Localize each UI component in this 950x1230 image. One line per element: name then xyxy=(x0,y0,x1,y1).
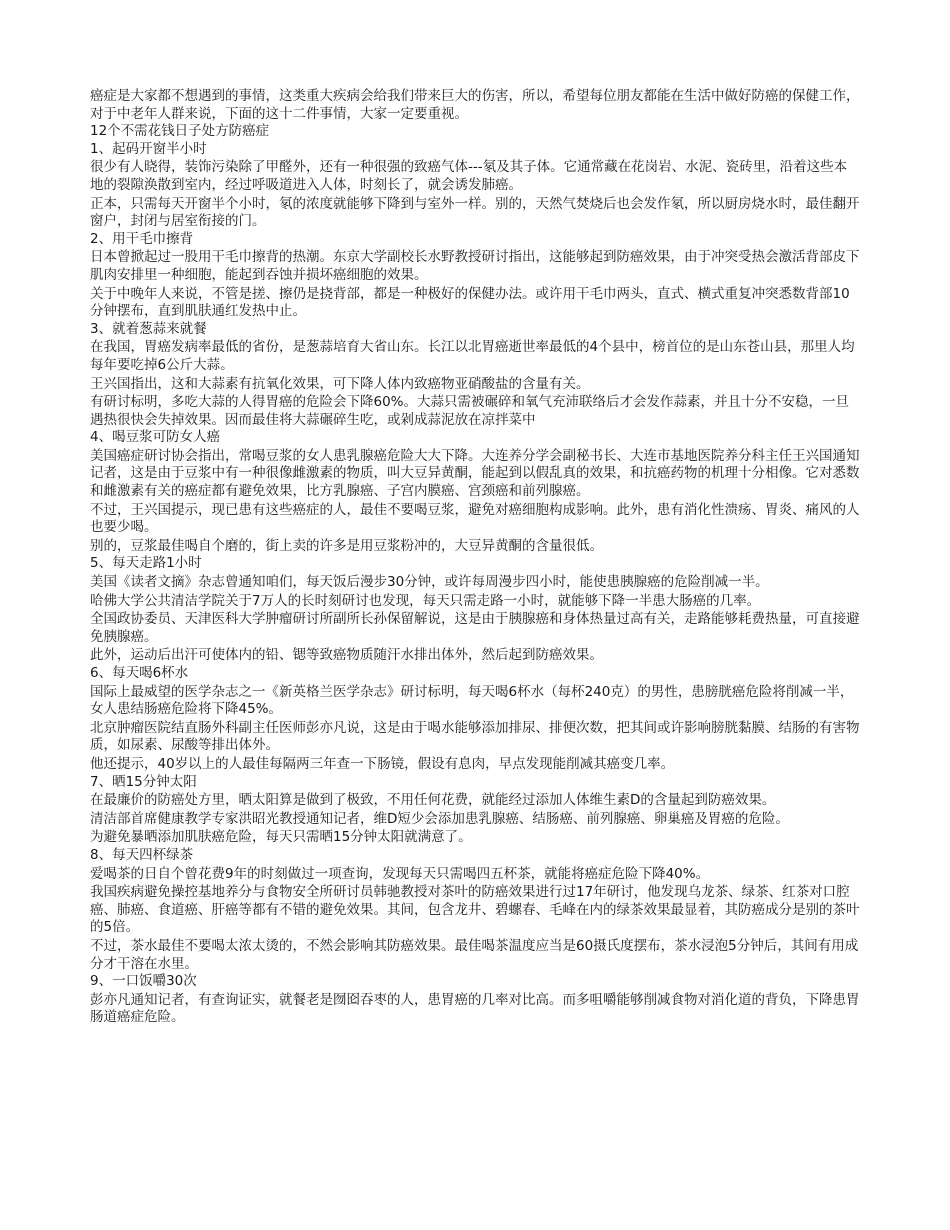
paragraph: 不过，王兴国提示，现已患有这些癌症的人，最佳不要喝豆浆，避免对癌细胞构成影响。此外，患有消化性溃疡、胃炎、痛风的人也要少喝。 xyxy=(90,501,860,536)
paragraph: 全国政协委员、天津医科大学肿瘤研讨所副所长孙保留解说，这是由于胰腺癌和身体热量过高有关，走路能够耗费热量，可直接避免胰腺癌。 xyxy=(90,611,860,645)
section-heading: 6、每天喝6杯水 xyxy=(90,665,189,681)
paragraph: 王兴国指出，这和大蒜素有抗氧化效果，可下降人体内致癌物亚硝酸盐的含量有关。 xyxy=(90,375,590,392)
section-heading: 8、每天四杯绿茶 xyxy=(90,846,194,863)
section-9 xyxy=(90,973,860,1027)
paragraph: 我国疾病避免操控基地养分与食物安全所研讨员韩驰教授对茶叶的防癌效果进行过17年研讨，他发现乌龙茶、绿茶、红茶对口腔癌、肺癌、食道癌、肝癌等都有不错的避免效果。其间，包含龙井、碧螺春、毛峰在内的绿茶效果最显着，其防癌成分是别的茶叶的5倍。 xyxy=(90,884,860,936)
paragraph: 北京肿瘤医院结直肠外科副主任医师彭亦凡说，这是由于喝水能够添加排尿、排便次数，把其间或许影响膀胱黏膜、结肠的有害物质，如尿素、尿酸等排出体外。 xyxy=(90,719,860,754)
section-5 xyxy=(90,555,860,665)
section-heading: 9、一口饭嚼30次 xyxy=(90,973,197,990)
section-6 xyxy=(90,665,860,774)
section-4 xyxy=(90,429,860,555)
paragraph: 日本曾掀起过一股用干毛巾擦背的热潮。东京大学副校长水野教授研讨指出，这能够起到防癌效果，由于冲突受热会激活背部皮下肌肉安排里一种细胞，能起到吞蚀并损坏癌细胞的效果。 xyxy=(90,249,860,283)
paragraph: 此外，运动后出汗可使体内的铅、锶等致癌物质随汗水排出体外，然后起到防癌效果。 xyxy=(90,647,603,664)
paragraph: 国际上最威望的医学杂志之一《新英格兰医学杂志》研讨标明，每天喝6杯水（每杯240克）的男性，患膀胱癌危险将削减一半，女人患结肠癌危险将下降45%。 xyxy=(90,683,854,718)
paragraph: 很少有人晓得，装饰污染除了甲醛外，还有一种很强的致癌气体---氡及其子体。它通常藏在花岗岩、水泥、瓷砖里，沿着这些本地的裂隙涣散到室内，经过呼吸道进入人体，时刻长了，就会诱发肺癌。 xyxy=(90,159,848,193)
paragraph: 为避免暴晒添加肌肤癌危险，每天只需晒15分钟太阳就满意了。 xyxy=(90,829,472,846)
section-heading: 2、用干毛巾擦背 xyxy=(90,230,194,247)
section-2 xyxy=(90,231,860,321)
paragraph: 正本，只需每天开窗半个小时，氡的浓度就能够下降到与室外一样。别的，天然气焚烧后也会发作氡，所以厨房烧水时，最佳翻开窗户，封闭与居室衔接的门。 xyxy=(90,195,860,230)
paragraph: 哈佛大学公共清洁学院关于7万人的长时刻研讨也发现，每天只需走路一小时，就能够下降一半患大肠癌的几率。 xyxy=(90,592,761,609)
intro-paragraph: 癌症是大家都不想遇到的事情，这类重大疾病会给我们带来巨大的伤害，所以，希望每位朋友都能在生活中做好防癌的保健工作，对于中老年人群来说，下面的这十二件事情，大家一定要重视。 xyxy=(90,88,860,122)
paragraph: 关于中晚年人来说，不管是搓、擦仍是挠背部，都是一种极好的保健办法。或许用干毛巾两头，直式、横式重复冲突悉数背部10分钟摆布，直到肌肤通红发热中止。 xyxy=(90,285,850,320)
paragraph: 别的，豆浆最佳喝自个磨的，街上卖的许多是用豆浆粉冲的，大豆异黄酮的含量很低。 xyxy=(90,537,603,554)
section-3 xyxy=(90,321,860,430)
section-1 xyxy=(90,141,860,231)
section-7 xyxy=(90,774,860,847)
section-heading: 7、晒15分钟太阳 xyxy=(90,773,197,790)
section-8 xyxy=(90,847,860,973)
section-heading: 1、起码开窗半小时 xyxy=(90,140,207,157)
paragraph: 他还提示，40岁以上的人最佳每隔两三年查一下肠镜，假设有息肉，早点发现能削减其癌变几率。 xyxy=(90,755,675,772)
paragraph: 爱喝茶的日自个曾花费9年的时刻做过一项查询，发现每天只需喝四五杯茶，就能将癌症危险下降40%。 xyxy=(90,865,710,882)
paragraph: 在我国，胃癌发病率最低的省份，是葱蒜培育大省山东。长江以北胃癌逝世率最低的4个县中，榜首位的是山东苍山县，那里人均每年要吃掉6公斤大蒜。 xyxy=(90,339,855,373)
paragraph: 美国癌症研讨协会指出，常喝豆浆的女人患乳腺癌危险大大下降。大连养分学会副秘书长、大连市基地医院养分科主任王兴国通知记者，这是由于豆浆中有一种很像雌激素的物质，叫大豆异黄酮，能起到以假乱真的效果，和抗癌药物的机理十分相像。它对悉数和雌激素有关的癌症都有避免效果，比方乳腺癌、子宫内膜癌、宫颈癌和前列腺癌。 xyxy=(90,447,860,500)
paragraph: 美国《读者文摘》杂志曾通知咱们，每天饭后漫步30分钟，或许每周漫步四小时，能使患胰腺癌的危险削减一半。 xyxy=(90,574,769,591)
document-title: 12个不需花钱日子处方防癌症 xyxy=(90,123,270,140)
paragraph: 在最廉价的防癌处方里，晒太阳算是做到了极致，不用任何花费，就能经过添加人体维生素D的含量起到防癌效果。 xyxy=(90,792,776,809)
section-heading: 3、就着葱蒜来就餐 xyxy=(90,320,207,337)
paragraph: 清洁部首席健康教学专家洪昭光教授通知记者，维D短少会添加患乳腺癌、结肠癌、前列腺癌、卵巢癌及胃癌的危险。 xyxy=(90,810,789,827)
paragraph: 不过，茶水最佳不要喝太浓太烫的，不然会影响其防癌效果。最佳喝茶温度应当是60摄氏度摆布，茶水浸泡5分钟后，其间有用成分才干溶在水里。 xyxy=(90,937,859,972)
paragraph: 有研讨标明，多吃大蒜的人得胃癌的危险会下降60%。大蒜只需被碾碎和氧气充沛联络后才会发作蒜素，并且十分不安稳，一旦遇热很快会失掉效果。因而最佳将大蒜碾碎生吃，或剁成蒜泥放在凉拌菜中 xyxy=(90,394,850,428)
section-heading: 5、每天走路1小时 xyxy=(90,555,202,572)
section-heading: 4、喝豆浆可防女人癌 xyxy=(90,429,221,446)
paragraph: 彭亦凡通知记者，有查询证实，就餐老是囫囵吞枣的人，患胃癌的几率对比高。而多咀嚼能够削减食物对消化道的背负，下降患胃肠道癌症危险。 xyxy=(90,991,860,1026)
